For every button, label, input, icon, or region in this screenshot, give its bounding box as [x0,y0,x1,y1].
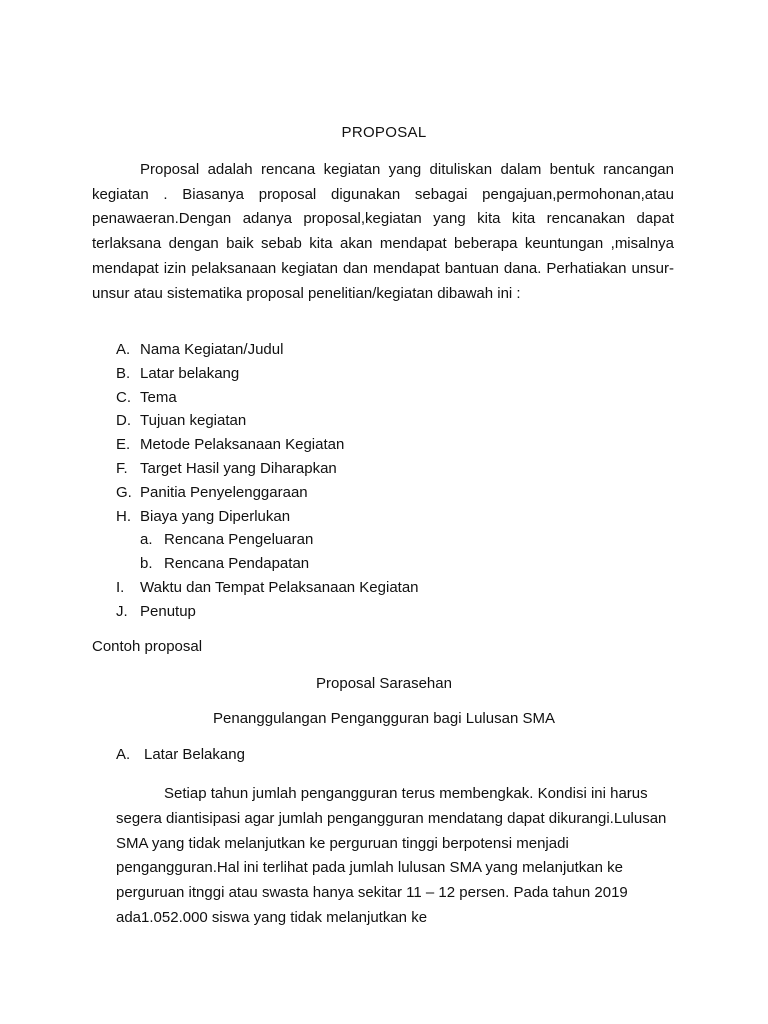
sublist-item-text: Rencana Pengeluaran [164,531,314,549]
list-marker: I. [116,578,125,596]
list-marker: H. [116,507,131,525]
list-marker: F. [116,459,128,477]
list-item-text: Penutup [140,602,196,620]
example-title: Proposal Sarasehan [316,675,452,692]
list-marker: J. [116,602,128,620]
sublist-marker: b. [140,555,153,573]
list-marker: D. [116,412,131,430]
document-title: PROPOSAL [341,124,427,141]
list-item [92,481,419,505]
list-item [92,457,419,481]
list-item-text: Waktu dan Tempat Pelaksanaan Kegiatan [140,578,419,596]
example-subtitle: Penanggulangan Pengangguran bagi Lulusan SMA [213,710,555,727]
list-item [92,362,419,386]
budget-sublist [140,528,419,576]
list-marker: B. [116,364,131,382]
list-item [92,505,419,576]
sublist-item [140,552,419,576]
list-item [92,600,419,624]
list-item-text: Tema [140,388,177,406]
section-marker: A. [116,746,131,763]
list-marker: C. [116,388,131,406]
list-item [92,338,419,362]
sublist-item [140,528,419,552]
list-item-text: Latar belakang [140,364,240,382]
list-marker: G. [116,483,132,501]
sublist-marker: a. [140,531,153,549]
list-item [92,576,419,600]
sublist-item-text: Rencana Pendapatan [164,555,310,573]
list-item-text: Nama Kegiatan/Judul [140,341,284,358]
intro-paragraph [92,158,674,306]
section-paragraph-text: Setiap tahun jumlah pengangguran terus membengkak. Kondisi ini harus segera diantisipasi agar jumlah pengangguran mendatang dapat dikurangi.Lulusan SMA yang tidak melanjutkan ke perguruan tinggi berpotensi menjadi pengangguran.Hal ini terlihat pada jumlah lulusan SMA yang melanjutkan ke perguruan itnggi atau swasta hanya sekitar 11 – 12 persen. Pada tahun 2019 ada1.052.000 siswa yang tidak melanjutkan ke [116,785,667,926]
section-heading [116,746,245,763]
section-heading-text: Latar Belakang [144,746,245,763]
intro-text: Proposal adalah rencana kegiatan yang dituliskan dalam bentuk rancangan kegiatan . Biasanya proposal digunakan sebagai pengajuan,permohonan,atau penawaeran.Dengan adanya proposal,kegiatan yang kita kita rencanakan dapat terlaksana dengan baik sebab kita akan mendapat beberapa keuntungan ,misalnya mendapat izin pelaksanaan kegiatan dan mendapat bantuan dana. Perhatiakan unsur-unsur atau sistematika proposal penelitian/kegiatan dibawah ini : [92,161,674,302]
example-label: Contoh proposal [92,638,203,655]
proposal-elements-list [92,338,419,624]
list-marker: E. [116,436,131,454]
list-item [92,409,419,433]
list-item-text: Panitia Penyelenggaraan [140,483,308,501]
list-marker: A. [116,341,131,358]
list-item [92,386,419,410]
list-item-text: Metode Pelaksanaan Kegiatan [140,436,345,454]
list-item-text: Target Hasil yang Diharapkan [140,459,337,477]
list-item [92,433,419,457]
section-paragraph [116,782,672,931]
list-item-text: Biaya yang Diperlukan [140,507,291,525]
list-item-text: Tujuan kegiatan [140,412,247,430]
